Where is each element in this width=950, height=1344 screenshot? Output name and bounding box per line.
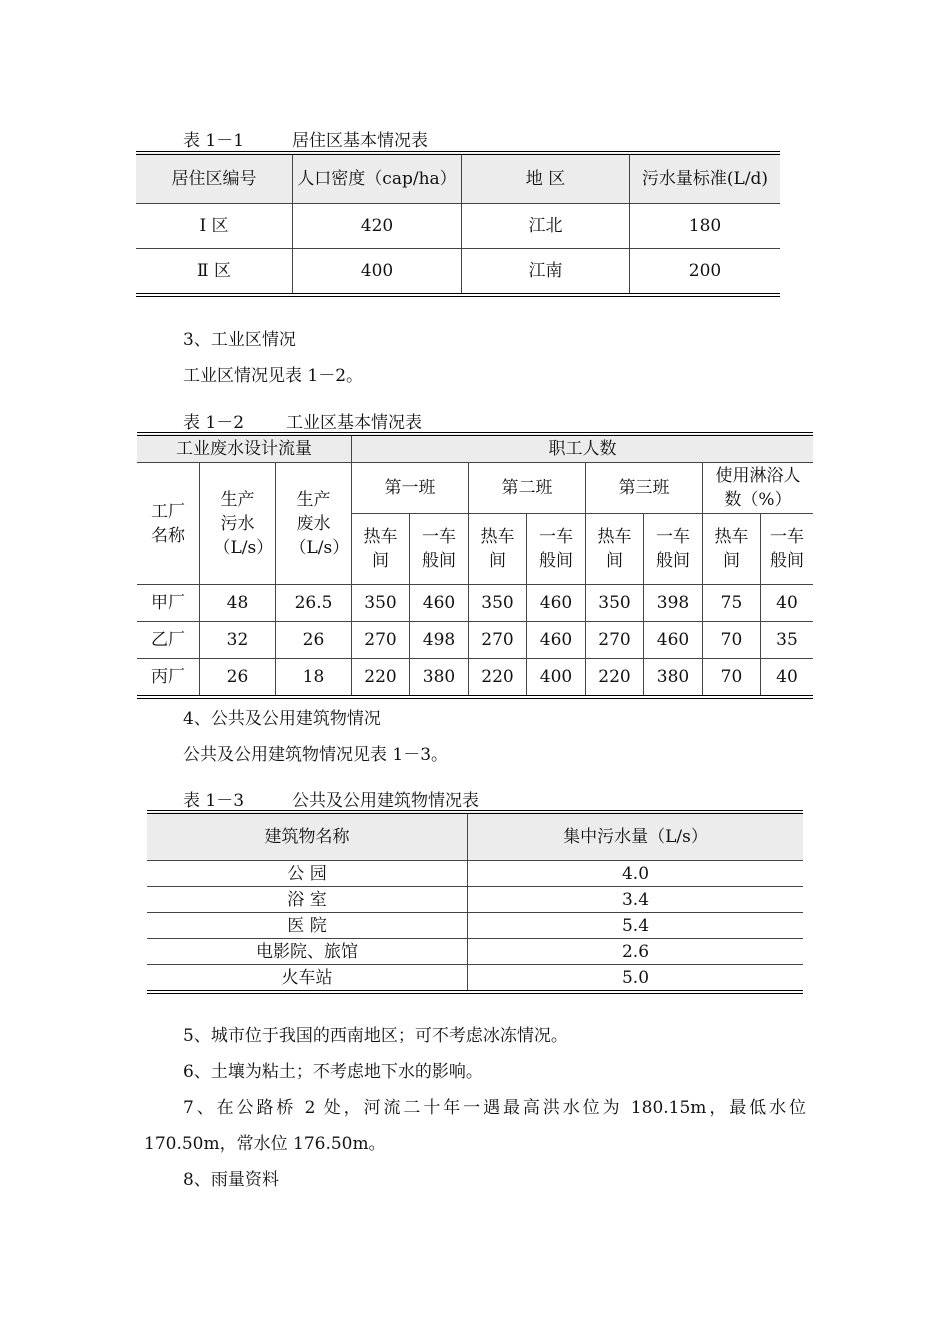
table-cell: 460 [644, 622, 703, 659]
col-header: 人口密度（cap/ha） [293, 153, 462, 204]
table-cell: 220 [586, 659, 644, 698]
table-cell: 丙厂 [137, 659, 200, 698]
factory-col-header: 工厂名称 [137, 463, 200, 585]
table1-caption-no: 表 1－1 [183, 131, 245, 151]
group-header-staff: 职工人数 [352, 434, 814, 463]
table1-caption-title: 居住区基本情况表 [292, 131, 429, 151]
table-cell: Ⅱ 区 [136, 249, 293, 296]
table-cell: 26 [200, 659, 276, 698]
table-cell: 江南 [462, 249, 630, 296]
table1-caption [183, 126, 428, 151]
table-cell: 420 [293, 204, 462, 249]
section3-text: 工业区情况见表 1－2。 [183, 366, 364, 386]
section4-heading: 4、公共及公用建筑物情况 [183, 709, 381, 729]
note-item6: 6、土壤为粘土；不考虑地下水的影响。 [183, 1062, 483, 1082]
table-row [136, 249, 780, 296]
table-cell: 380 [410, 659, 469, 698]
table-cell: 460 [527, 585, 586, 622]
col-header: 建筑物名称 [147, 812, 468, 861]
table-cell: 398 [644, 585, 703, 622]
table-header-row [137, 434, 813, 463]
table2-caption [183, 408, 422, 433]
sub-header-general: 一车般间 [644, 514, 703, 585]
table-cell: 电影院、旅馆 [147, 939, 468, 965]
table-cell: 32 [200, 622, 276, 659]
industrial-table [137, 432, 813, 699]
sub-header-general: 一车般间 [410, 514, 469, 585]
table-header-row [137, 463, 813, 514]
table-cell: 甲厂 [137, 585, 200, 622]
table-row [147, 913, 803, 939]
table-cell: 40 [761, 659, 814, 698]
table-row [147, 887, 803, 913]
table-cell: 40 [761, 585, 814, 622]
table-cell: 75 [703, 585, 761, 622]
table-row [137, 585, 813, 622]
table-cell: 70 [703, 659, 761, 698]
prod-waste-header: 生产废水（L/s） [276, 463, 352, 585]
table-cell: 5.0 [621, 967, 650, 988]
table-cell: 70 [703, 622, 761, 659]
table-row [137, 659, 813, 698]
table-cell: 460 [410, 585, 469, 622]
table-cell: 5.4 [468, 913, 804, 939]
table-header-row [147, 812, 803, 861]
table-row [147, 939, 803, 965]
shower-header: 使用淋浴人数（%） [703, 463, 814, 514]
section4-text: 公共及公用建筑物情况见表 1－3。 [183, 745, 449, 765]
table-cell: 200 [630, 249, 781, 296]
col-header: 污水量标准(L/d) [630, 153, 781, 204]
table-row [147, 965, 803, 993]
shift-header: 第一班 [352, 463, 469, 514]
table-cell: 18 [276, 659, 352, 698]
prod-sewage-header: 生产污水（L/s） [200, 463, 276, 585]
table-cell: 220 [469, 659, 527, 698]
table-cell: 400 [527, 659, 586, 698]
sub-header-general: 一车般间 [761, 514, 814, 585]
note-item7-line1: 7、在公路桥 2 处，河流二十年一遇最高洪水位为 180.15m，最低水位 [183, 1098, 806, 1118]
col-header: 地 区 [462, 153, 630, 204]
shift-header: 第二班 [469, 463, 586, 514]
shift-header: 第三班 [586, 463, 703, 514]
table-row [136, 204, 780, 249]
table-cell: 26.5 [276, 585, 352, 622]
table-cell: 3.4 [468, 887, 804, 913]
sub-header-general: 一车般间 [527, 514, 586, 585]
section3-heading: 3、工业区情况 [183, 330, 296, 350]
table3-caption-no: 表 1－3 [183, 791, 245, 811]
sub-header-hot: 热车间 [586, 514, 644, 585]
sub-header-hot: 热车间 [352, 514, 410, 585]
table-cell: 270 [352, 622, 410, 659]
group-header-flow: 工业废水设计流量 [137, 434, 352, 463]
table-cell: 4.0 [468, 861, 804, 887]
sub-header-hot: 热车间 [703, 514, 761, 585]
table-cell: 35 [761, 622, 814, 659]
table-cell: 350 [352, 585, 410, 622]
note-item7-line2: 170.50m，常水位 176.50m。 [144, 1134, 386, 1154]
table3-caption [183, 786, 479, 811]
table-cell: 医 院 [147, 913, 468, 939]
table-cell: 220 [352, 659, 410, 698]
table-cell: 270 [586, 622, 644, 659]
table-cell: 350 [469, 585, 527, 622]
table-cell: Ⅰ 区 [136, 204, 293, 249]
table-cell: 江北 [462, 204, 630, 249]
table-cell: 48 [200, 585, 276, 622]
table-cell: 浴 室 [147, 887, 468, 913]
sub-header-hot: 热车间 [469, 514, 527, 585]
table-row [137, 622, 813, 659]
table-cell: 380 [644, 659, 703, 698]
table-cell: 180 [630, 204, 781, 249]
col-header: 居住区编号 [136, 153, 293, 204]
col-header: 集中污水量（L/s） [468, 812, 804, 861]
table2-caption-title: 工业区基本情况表 [286, 413, 423, 433]
table-cell: 460 [527, 622, 586, 659]
table-cell: 400 [293, 249, 462, 296]
table2-caption-no: 表 1－2 [183, 413, 245, 433]
note-item5: 5、城市位于我国的西南地区；可不考虑冰冻情况。 [183, 1026, 568, 1046]
table3-caption-title: 公共及公用建筑物情况表 [292, 791, 480, 811]
table-cell: 2.6 [468, 939, 804, 965]
table-row [147, 861, 803, 887]
note-item8: 8、雨量资料 [183, 1170, 279, 1190]
table-cell: 火车站 [147, 965, 468, 993]
table-header-row [136, 153, 780, 204]
residential-table [136, 151, 780, 297]
table-cell: 270 [469, 622, 527, 659]
table-cell: 350 [586, 585, 644, 622]
table-cell: 26 [276, 622, 352, 659]
table-cell: 乙厂 [137, 622, 200, 659]
table-cell: 498 [410, 622, 469, 659]
table-cell: 公 园 [147, 861, 468, 887]
public-buildings-table [147, 810, 803, 994]
